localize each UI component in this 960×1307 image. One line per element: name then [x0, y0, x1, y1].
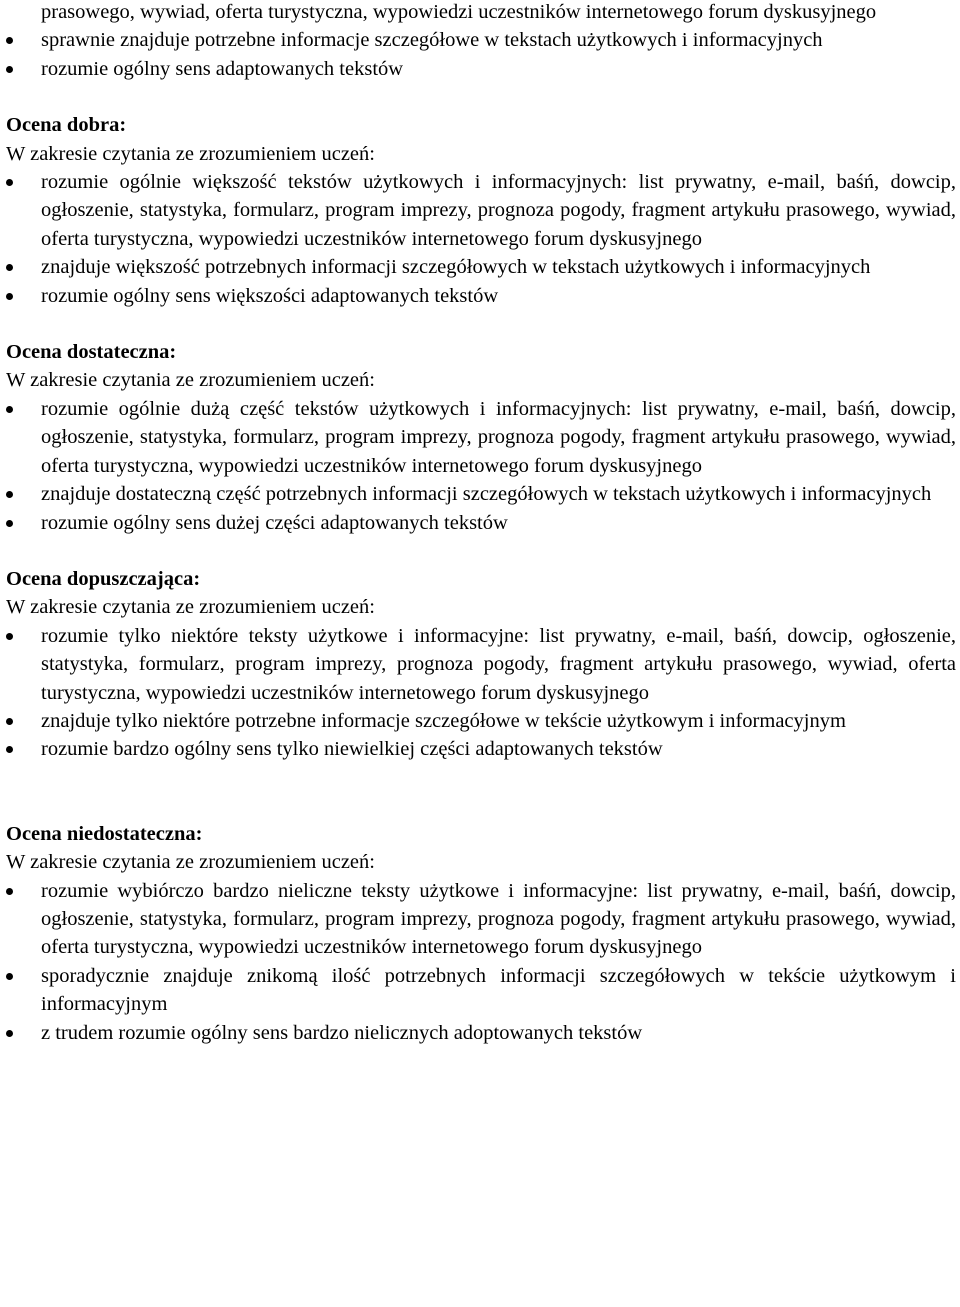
bullet-icon: [6, 633, 13, 640]
list-item: [6, 55, 956, 83]
bullet-icon: [6, 718, 13, 725]
list-item-text: rozumie ogólny sens dużej części adaptowanych tekstów: [41, 511, 508, 534]
bullet-icon: [6, 66, 13, 73]
list-item-text: rozumie ogólny sens większości adaptowanych tekstów: [41, 284, 499, 307]
list-item: [6, 622, 956, 707]
grade-section-dostateczna: [6, 338, 956, 537]
bullet-icon: [6, 37, 13, 44]
criteria-list: [6, 168, 956, 310]
list-item: [6, 707, 956, 735]
section-intro: W zakresie czytania ze zrozumieniem uczeń:: [6, 851, 375, 874]
bullet-icon: [6, 406, 13, 413]
continued-list: [6, 26, 956, 83]
list-item: [6, 253, 956, 281]
bullet-icon: [6, 293, 13, 300]
bullet-icon: [6, 520, 13, 527]
grade-section-dopuszczajaca: [6, 565, 956, 764]
list-item-text: sprawnie znajduje potrzebne informacje szczegółowe w tekstach użytkowych i informacyjnych: [41, 29, 823, 52]
list-item-text: znajduje większość potrzebnych informacji szczegółowych w tekstach użytkowych i informacyjnych: [41, 256, 871, 279]
bullet-icon: [6, 179, 13, 186]
criteria-list: [6, 395, 956, 537]
section-heading: Ocena dopuszczająca:: [6, 567, 201, 590]
bullet-icon: [6, 888, 13, 895]
list-item-text: sporadycznie znajduje znikomą ilość potrzebnych informacji szczegółowych w tekście użytkowym i informacyjnym: [41, 964, 956, 1016]
list-item-text: rozumie ogólnie większość tekstów użytkowych i informacyjnych: list prywatny, e-mail, baśń, dowcip, ogłoszenie, statystyka, formularz, program imprezy, prognoza pogody, fragment artykułu prasowego, wywiad, oferta turystyczna, wypowiedzi uczestników internetowego forum dyskusyjnego: [41, 171, 956, 250]
list-item: [6, 168, 956, 253]
bullet-icon: [6, 973, 13, 980]
section-intro: W zakresie czytania ze zrozumieniem uczeń:: [6, 369, 375, 392]
list-item-text: rozumie bardzo ogólny sens tylko niewielkiej części adaptowanych tekstów: [41, 738, 663, 761]
section-heading: Ocena dobra:: [6, 114, 127, 137]
list-item: [6, 480, 956, 508]
list-item-text: rozumie wybiórczo bardzo nieliczne teksty użytkowe i informacyjne: list prywatny, e-mail, baśń, dowcip, ogłoszenie, statystyka, formularz, program imprezy, prognoza pogody, fragment artykułu prasowego, wywiad, oferta turystyczna, wypowiedzi uczestników internetowego forum dyskusyjnego: [41, 879, 956, 959]
list-item-text: rozumie tylko niektóre teksty użytkowe i informacyjne: list prywatny, e-mail, baśń, dowcip, ogłoszenie, statystyka, formularz, program imprezy, prognoza pogody, fragment artykułu prasowego, wywiad, oferta turystyczna, wypowiedzi uczestników internetowego forum dyskusyjnego: [41, 624, 956, 704]
bullet-icon: [6, 746, 13, 753]
bullet-icon: [6, 264, 13, 271]
section-heading: Ocena dostateczna:: [6, 341, 177, 364]
list-item: [6, 1019, 956, 1047]
bullet-icon: [6, 491, 13, 498]
list-item: [6, 877, 956, 962]
list-item: [6, 395, 956, 480]
list-item-text: znajduje dostateczną część potrzebnych informacji szczegółowych w tekstach użytkowych i informacyjnych: [41, 483, 932, 506]
grade-section-dobra: [6, 111, 956, 310]
list-item: [6, 962, 956, 1019]
list-item: [6, 282, 956, 310]
list-item: [6, 735, 956, 763]
section-intro: W zakresie czytania ze zrozumieniem uczeń:: [6, 596, 375, 619]
list-item-text: rozumie ogólny sens adaptowanych tekstów: [41, 57, 404, 80]
list-item: [6, 509, 956, 537]
section-intro: W zakresie czytania ze zrozumieniem uczeń:: [6, 142, 375, 165]
grade-section-niedostateczna: [6, 820, 956, 1047]
section-heading: Ocena niedostateczna:: [6, 822, 203, 845]
list-item-text: znajduje tylko niektóre potrzebne informacje szczegółowe w tekście użytkowym i informacyjnym: [41, 709, 846, 732]
criteria-list: [6, 622, 956, 764]
list-item-text: z trudem rozumie ogólny sens bardzo nielicznych adoptowanych tekstów: [41, 1021, 643, 1044]
criteria-list: [6, 877, 956, 1047]
list-item-text: rozumie ogólnie dużą część tekstów użytkowych i informacyjnych: list prywatny, e-mail, baśń, dowcip, ogłoszenie, statystyka, formularz, program imprezy, prognoza pogody, fragment artykułu prasowego, wywiad, oferta turystyczna, wypowiedzi uczestników internetowego forum dyskusyjnego: [41, 397, 956, 477]
list-item: [6, 26, 956, 54]
bullet-icon: [6, 1030, 13, 1037]
continued-paragraph: prasowego, wywiad, oferta turystyczna, wypowiedzi uczestników internetowego forum dyskusyjnego: [41, 1, 877, 23]
